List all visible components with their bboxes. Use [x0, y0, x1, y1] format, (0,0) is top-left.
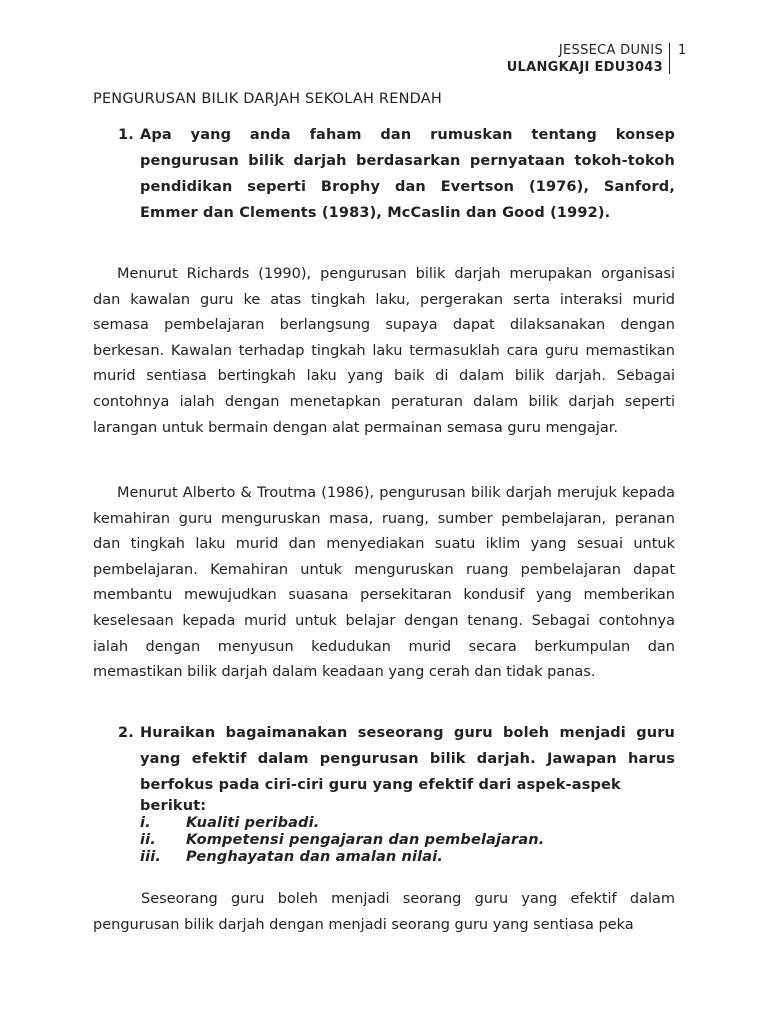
question-2-text-end: berikut: — [140, 798, 207, 814]
answer-paragraph-1: Menurut Richards (1990), pengurusan bilik darjah merupakan organisasi dan kawalan guru ke atas tingkah laku, pergerakan serta interaksi murid semasa pembelajaran berlangsung supaya dapat dilaksanakan dengan berkesan. Kawalan terhadap tingkah laku termasuklah cara guru memastikan murid sentiasa bertingkah laku yang baik di dalam bilik darjah. Sebagai contohnya ialah dengan menetapkan peraturan dalam bilik darjah seperti larangan untuk bermain dengan alat permainan semasa guru mengajar. — [93, 266, 675, 436]
question-1-text: Apa yang anda faham dan rumuskan tentang konsep pengurusan bilik darjah berdasarkan pernyataan tokoh-tokoh pendidikan seperti Brophy dan Evertson (1976), Sanford, Emmer dan Clements (1983), McCaslin dan Good (1992). — [140, 127, 675, 221]
aspect-list — [140, 815, 675, 866]
aspect-item — [140, 849, 675, 866]
aspect-item — [140, 815, 675, 832]
question-1 — [118, 122, 675, 226]
question-2 — [118, 720, 675, 866]
aspect-text: Kompetensi pengajaran dan pembelajaran. — [186, 832, 545, 848]
aspect-numeral: ii. — [140, 832, 156, 848]
header-author: JESSECA DUNIS — [558, 43, 663, 58]
aspect-text: Penghayatan dan amalan nilai. — [186, 849, 443, 865]
header-divider — [669, 43, 670, 74]
question-2-text: Huraikan bagaimanakan seseorang guru boleh menjadi guru yang efektif dalam pengurusan bilik darjah. Jawapan harus berfokus pada ciri-ciri guru yang efektif dari aspek-aspek — [140, 725, 675, 793]
aspect-item — [140, 832, 675, 849]
answer-paragraph-2: Menurut Alberto & Troutma (1986), pengurusan bilik darjah merujuk kepada kemahiran guru menguruskan masa, ruang, sumber pembelajaran, peranan dan tingkah laku murid dan menyediakan suatu iklim yang sesuai untuk pembelajaran. Kemahiran untuk menguruskan ruang pembelajaran dapat membantu mewujudkan suasana persekitaran kondusif yang memberikan keselesaan kepada murid untuk belajar dengan tenang. Sebagai contohnya ialah dengan menyusun kedudukan murid secara berkumpulan dan memastikan bilik darjah dalam keadaan yang cerah dan tidak panas. — [93, 485, 675, 681]
aspect-text: Kualiti peribadi. — [186, 815, 320, 831]
header-course: ULANGKAJI EDU3043 — [506, 60, 663, 75]
page-number: 1 — [678, 43, 687, 58]
question-1-number: 1. — [118, 127, 134, 143]
aspect-numeral: i. — [140, 815, 151, 831]
aspect-numeral: iii. — [140, 849, 162, 865]
document-title: PENGURUSAN BILIK DARJAH SEKOLAH RENDAH — [93, 91, 442, 107]
answer-paragraph-3: Seseorang guru boleh menjadi seorang guru yang efektif dalam pengurusan bilik darjah dengan menjadi seorang guru yang sentiasa peka — [93, 891, 675, 933]
running-header — [507, 42, 663, 76]
question-2-number: 2. — [118, 725, 134, 741]
